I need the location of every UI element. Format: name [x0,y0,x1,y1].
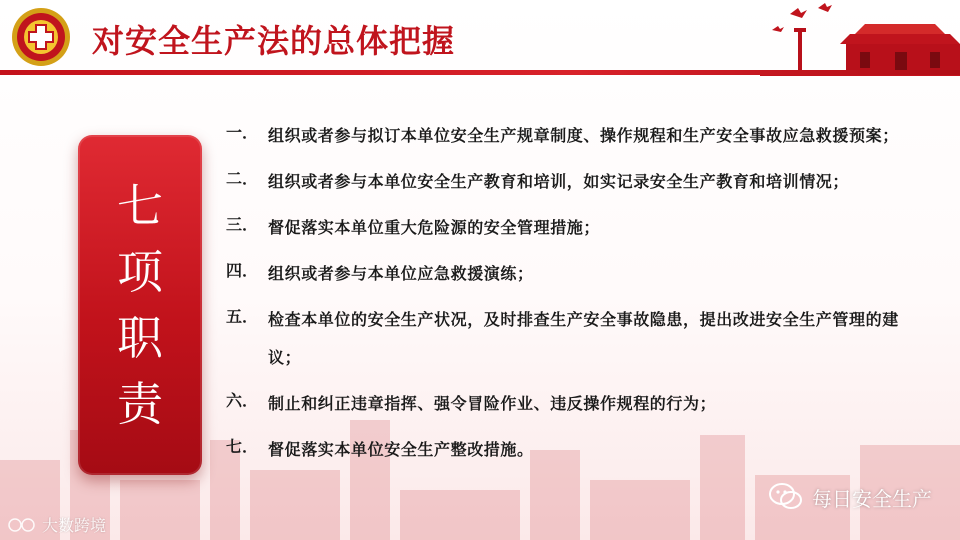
header [0,0,960,76]
item-text: 组织或者参与拟订本单位安全生产规章制度、操作规程和生产安全事故应急救援预案； [268,126,899,145]
wechat-watermark [768,482,932,512]
header-divider [0,70,960,75]
safety-cross-emblem-icon [10,6,72,68]
seven-duties-card [78,135,202,475]
item-text: 检查本单位的安全生产状况，及时排查生产安全事故隐患，提出改进安全生产管理的建议； [268,310,899,367]
source-watermark [8,513,106,536]
card-char: 职 [117,311,163,365]
tiananmen-doves-icon [760,0,960,76]
wechat-icon [768,482,804,512]
list-item [226,385,906,423]
item-number: 四． [226,261,259,280]
duty-list [226,117,906,477]
item-text: 组织或者参与本单位安全生产教育和培训，如实记录安全生产教育和培训情况； [268,172,850,191]
item-text: 督促落实本单位安全生产整改措施。 [268,440,534,459]
item-number: 二． [226,169,259,188]
page-title: 对安全生产法的总体把握 [92,22,456,60]
item-number: 三． [226,215,259,234]
item-number: 六． [226,391,259,410]
card-char: 项 [117,245,163,299]
source-label: 大数跨境 [42,516,107,535]
card-char: 七 [117,179,163,233]
card-char: 责 [117,377,163,431]
item-number: 五． [226,307,259,326]
item-number: 一． [226,123,259,142]
list-item [226,209,906,247]
list-item [226,163,906,201]
item-text: 制止和纠正违章指挥、强令冒险作业、违反操作规程的行为； [268,394,717,413]
list-item [226,301,906,377]
item-number: 七． [226,437,259,456]
list-item [226,431,906,469]
item-text: 组织或者参与本单位应急救援演练； [268,264,534,283]
source-logo-icon [8,516,36,534]
wechat-account-label: 每日安全生产 [812,486,932,511]
list-item [226,255,906,293]
list-item [226,117,906,155]
item-text: 督促落实本单位重大危险源的安全管理措施； [268,218,601,237]
